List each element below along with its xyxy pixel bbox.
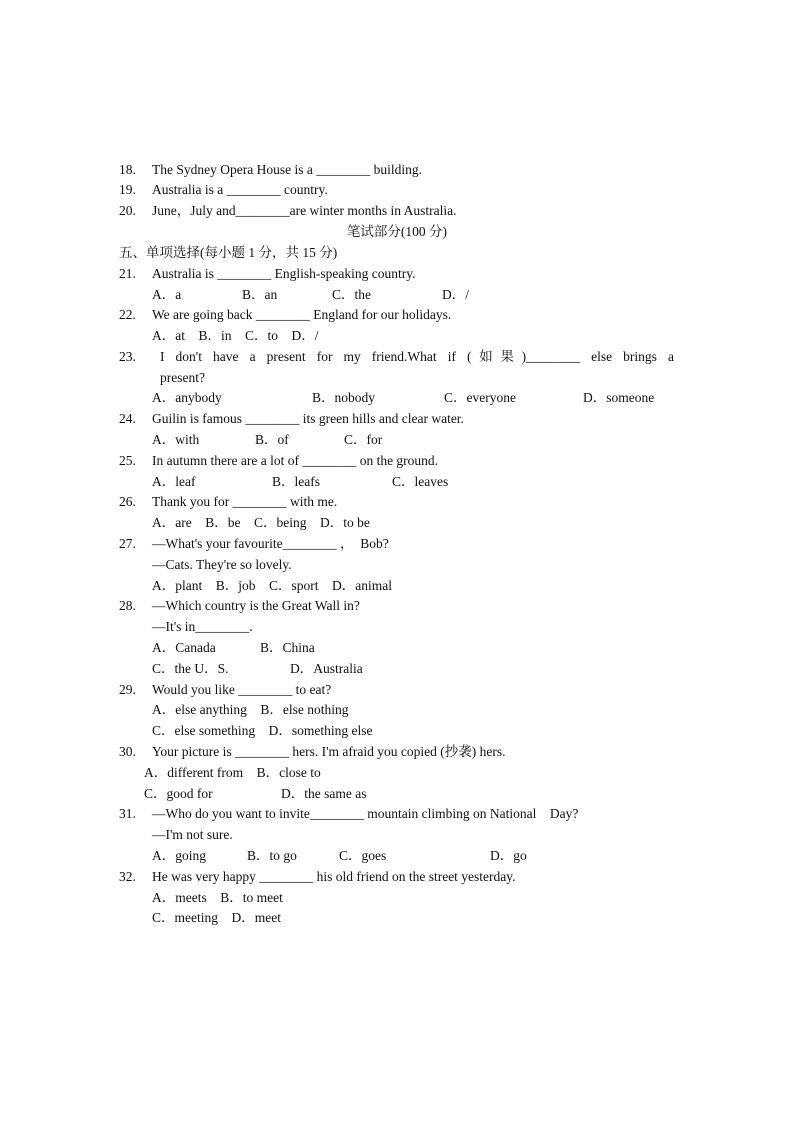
- question-number: 20.: [119, 203, 136, 218]
- option-b: B．leafs: [272, 474, 320, 489]
- question-text: —Which country is the Great Wall in?: [152, 598, 360, 613]
- question-number: 22.: [119, 307, 136, 322]
- option-c: C．the: [332, 287, 371, 302]
- option-b: B．nobody: [312, 390, 376, 405]
- options-line: C．meeting D．meet: [152, 910, 281, 925]
- question-number: 30.: [119, 744, 136, 759]
- option-a: A．leaf: [152, 474, 196, 489]
- options-line: C．else something D．something else: [152, 723, 373, 738]
- question-text: —Who do you want to invite________ mountain climbing on National Day?: [152, 806, 579, 821]
- option-c: C．the U．S.: [152, 661, 229, 676]
- options-line: A．else anything B．else nothing: [152, 702, 349, 717]
- question-number: 18.: [119, 162, 136, 177]
- question-text: I don't have a present for my friend.What if (如果)________ else brings a: [160, 349, 674, 364]
- question-number: 28.: [119, 598, 136, 613]
- option-c: C．leaves: [392, 474, 449, 489]
- option-c: C．good for: [144, 786, 213, 801]
- option-c: C．everyone: [444, 390, 516, 405]
- options-line: A．meets B．to meet: [152, 890, 283, 905]
- question-number: 29.: [119, 682, 136, 697]
- option-a: A．going: [152, 848, 206, 863]
- option-b: B．China: [260, 640, 315, 655]
- question-text: Australia is ________ English-speaking country.: [152, 266, 416, 281]
- section-heading: 五、单项选择(每小题 1 分，共 15 分): [119, 245, 338, 260]
- question-number: 21.: [119, 266, 136, 281]
- question-number: 27.: [119, 536, 136, 551]
- answer-line: —It's in________.: [152, 619, 253, 634]
- option-a: A．a: [152, 287, 182, 302]
- option-c: C．goes: [339, 848, 387, 863]
- question-text: Australia is a ________ country.: [152, 182, 328, 197]
- question-text: —What's your favourite________ ， Bob?: [152, 536, 389, 551]
- question-text: Guilin is famous ________ its green hills and clear water.: [152, 411, 464, 426]
- option-a: A．with: [152, 432, 200, 447]
- option-c: C．for: [344, 432, 383, 447]
- question-number: 31.: [119, 806, 136, 821]
- option-d: D．/: [442, 287, 469, 302]
- answer-line: —I'm not sure.: [152, 827, 233, 842]
- options-line: A．plant B．job C．sport D．animal: [152, 578, 392, 593]
- question-text: He was very happy ________ his old friend on the street yesterday.: [152, 869, 516, 884]
- question-text: The Sydney Opera House is a ________ building.: [152, 162, 422, 177]
- option-b: B．to go: [247, 848, 297, 863]
- option-d: D．Australia: [290, 661, 363, 676]
- question-text: We are going back ________ England for our holidays.: [152, 307, 452, 322]
- option-d: D．go: [490, 848, 527, 863]
- question-text: Thank you for ________ with me.: [152, 494, 338, 509]
- question-number: 19.: [119, 182, 136, 197]
- question-number: 24.: [119, 411, 136, 426]
- question-text: June，July and________are winter months in Australia.: [152, 203, 457, 218]
- question-text: In autumn there are a lot of ________ on the ground.: [152, 453, 439, 468]
- option-b: B．of: [255, 432, 289, 447]
- question-text: Would you like ________ to eat?: [152, 682, 332, 697]
- options-line: A．different from B．close to: [144, 765, 321, 780]
- question-text: Your picture is ________ hers. I'm afraid you copied (抄袭) hers.: [152, 744, 506, 759]
- question-number: 23.: [119, 349, 136, 364]
- question-number: 32.: [119, 869, 136, 884]
- options-line: A．are B．be C．being D．to be: [152, 515, 370, 530]
- option-d: D．the same as: [281, 786, 367, 801]
- option-a: A．anybody: [152, 390, 222, 405]
- question-text-continued: present?: [160, 370, 205, 385]
- option-b: B．an: [242, 287, 278, 302]
- answer-line: —Cats. They're so lovely.: [152, 557, 292, 572]
- written-part-heading: 笔试部分(100 分): [346, 224, 448, 239]
- options-line: A．at B．in C．to D．/: [152, 328, 319, 343]
- question-number: 26.: [119, 494, 136, 509]
- option-d: D．someone: [583, 390, 655, 405]
- option-a: A．Canada: [152, 640, 216, 655]
- question-number: 25.: [119, 453, 136, 468]
